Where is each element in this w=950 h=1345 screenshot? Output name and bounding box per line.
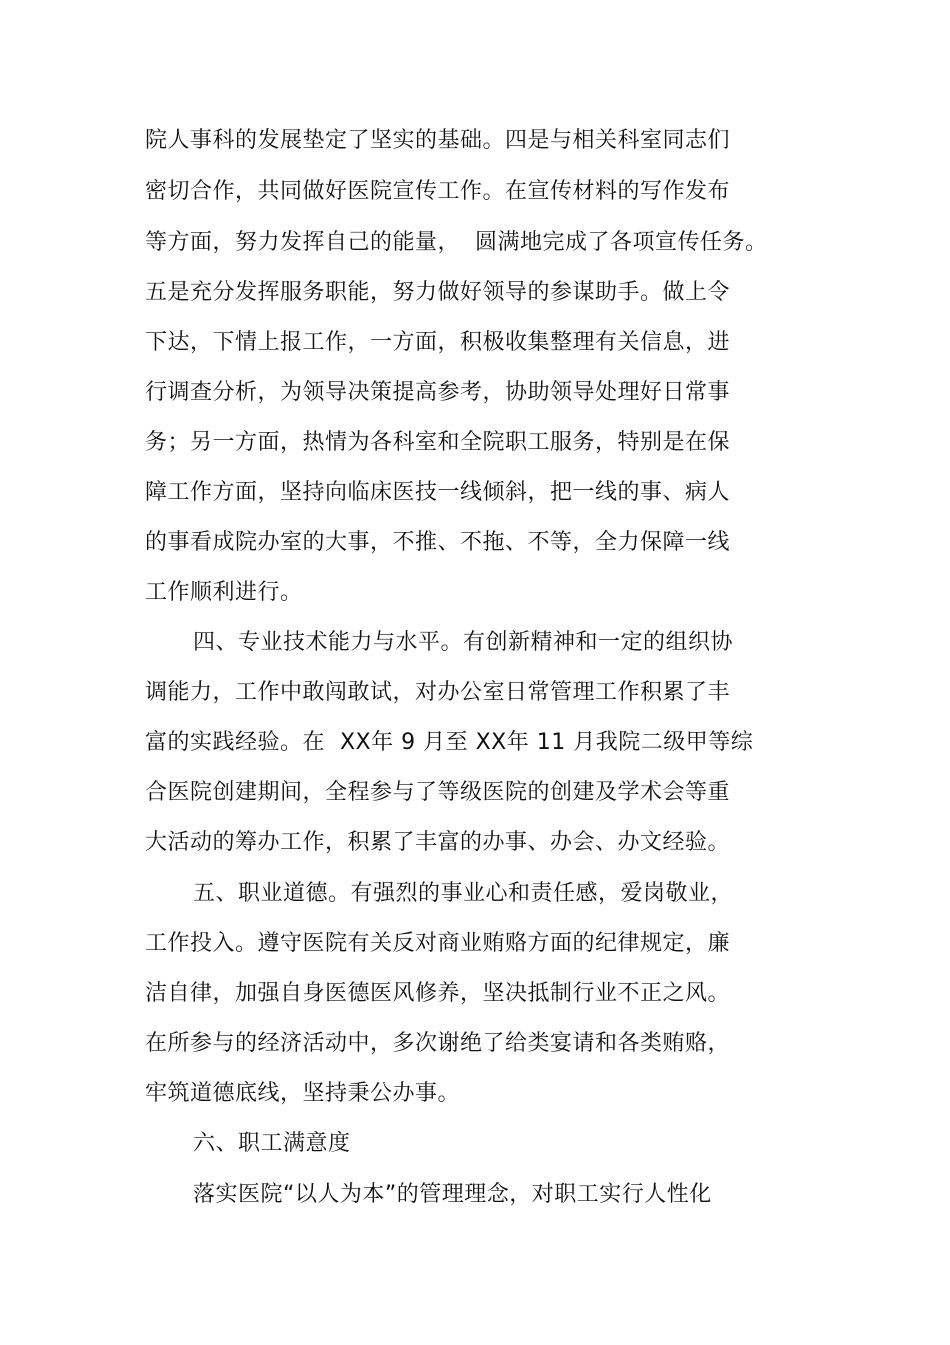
text-line: 障工作方面，坚持向临床医技一线倾斜，把一线的事、病人 xyxy=(145,480,731,505)
text-line: 密切合作，共同做好医院宣传工作。在宣传材料的写作发布 xyxy=(145,179,731,204)
text-line: 落实医院“以人为本”的管理理念，对职工实行人性化 xyxy=(193,1182,712,1207)
text-line: 调能力，工作中敢闯敢试，对办公室日常管理工作积累了丰 xyxy=(145,680,731,705)
text-line: 五是充分发挥服务职能，努力做好领导的参谋助手。做上令 xyxy=(145,280,731,305)
text-line: 行调查分析，为领导决策提高参考，协助领导处理好日常事 xyxy=(145,380,731,405)
text-line: 的事看成院办室的大事，不推、不拖、不等，全力保障一线 xyxy=(145,530,731,555)
text-line: 富的实践经验。在 XX年 9 月至 XX年 11 月我院二级甲等综 xyxy=(145,730,754,755)
text-line: 在所参与的经济活动中，多次谢绝了给类宴请和各类贿赂， xyxy=(145,1031,731,1056)
text-line: 院人事科的发展垫定了坚实的基础。四是与相关科室同志们 xyxy=(145,128,731,153)
text-line: 下达，下情上报工作，一方面，积极收集整理有关信息，进 xyxy=(145,330,731,355)
text-line: 大活动的筹办工作，积累了丰富的办事、办会、办文经验。 xyxy=(145,830,731,855)
text-line: 务；另一方面，热情为各科室和全院职工服务，特别是在保 xyxy=(145,430,731,455)
paragraph-heading: 四、专业技术能力与水平。有创新精神和一定的组织协 xyxy=(193,630,734,655)
text-line: 牢筑道德底线，坚持秉公办事。 xyxy=(145,1081,461,1106)
text-line: 工作投入。遵守医院有关反对商业贿赂方面的纪律规定，廉 xyxy=(145,931,731,956)
text-line: 洁自律，加强自身医德医风修养，坚决抵制行业不正之风。 xyxy=(145,981,731,1006)
text-line: 等方面，努力发挥自己的能量， 圆满地完成了各项宣传任务。 xyxy=(145,230,768,255)
text-line: 工作顺利进行。 xyxy=(145,580,303,605)
paragraph-heading: 五、职业道德。有强烈的事业心和责任感，爱岗敬业， xyxy=(193,881,734,906)
section-heading: 六、职工满意度 xyxy=(193,1131,351,1156)
text-line: 合医院创建期间，全程参与了等级医院的创建及学术会等重 xyxy=(145,780,731,805)
